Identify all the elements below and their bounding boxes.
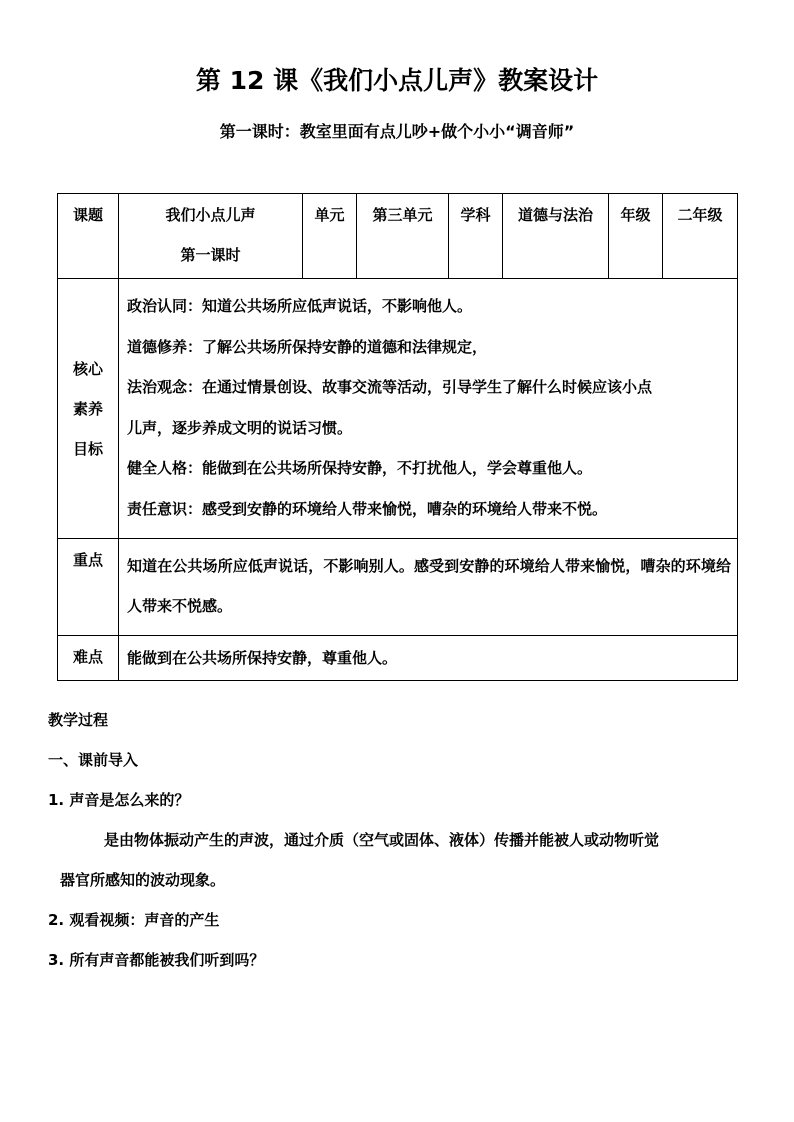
core-line-law-cont: 儿声，逐步养成文明的说话习惯。: [127, 418, 353, 437]
list-item-2: 2. 观看视频：声音的产生: [48, 911, 220, 929]
unit-label: 单元: [303, 194, 357, 279]
unit-value: 第三单元: [357, 194, 449, 279]
page-subtitle: 第一课时：教室里面有点儿吵+做个小小“调音师”: [219, 122, 575, 141]
key-point-label: 重点: [58, 539, 119, 636]
table-header-row: [58, 194, 738, 279]
core-literacy-label: [58, 279, 119, 539]
subject-value: 道德与法治: [503, 194, 609, 279]
core-line-law: 法治观念：在通过情景创设、故事交流等活动，引导学生了解什么时候应该小点: [127, 378, 653, 396]
core-label-line: 目标: [72, 439, 103, 458]
core-literacy-row: [58, 279, 738, 539]
topic-label: 课题: [58, 194, 119, 279]
difficulty-row: [58, 636, 738, 681]
subject-label: 学科: [449, 194, 503, 279]
teaching-process: [48, 700, 748, 980]
grade-label: 年级: [609, 194, 663, 279]
core-line-responsibility: 责任意识：感受到安静的环境给人带来愉悦，嘈杂的环境给人带来不悦。: [127, 499, 608, 518]
core-line-moral: 道德修养：了解公共场所保持安静的道德和法律规定，: [127, 337, 488, 356]
difficulty-label: 难点: [58, 636, 119, 681]
key-point-text: 知道在公共场所应低声说话，不影响别人。感受到安静的环境给人带来愉悦，嘈杂的环境给人带来不悦感。: [119, 539, 738, 636]
grade-value: 二年级: [663, 194, 738, 279]
page-title: 第 12 课《我们小点儿声》教案设计: [195, 66, 599, 95]
core-label-line: 核心: [72, 359, 103, 378]
core-line-political: 政治认同：知道公共场所应低声说话，不影响他人。: [127, 297, 473, 315]
section-heading-intro: 一、课前导入: [48, 751, 139, 769]
difficulty-text: 能做到在公共场所保持安静，尊重他人。: [119, 636, 738, 681]
list-item-1: 1. 声音是怎么来的？: [48, 791, 190, 809]
key-point-row: [58, 539, 738, 636]
core-line-personality: 健全人格：能做到在公共场所保持安静，不打扰他人，学会尊重他人。: [127, 459, 593, 477]
core-label-line: 素养: [72, 399, 103, 418]
lesson-plan-table: [57, 193, 738, 681]
process-heading: 教学过程: [48, 711, 109, 729]
list-item-1-answer: 是由物体振动产生的声波，通过介质（空气或固体、液体）传播并能被人或动物听觉: [104, 831, 660, 849]
topic-value: [119, 194, 303, 279]
list-item-3: 3. 所有声音都能被我们听到吗？: [48, 951, 265, 969]
topic-line-1: 我们小点儿声: [165, 206, 256, 224]
list-item-1-answer-cont: 器官所感知的波动现象。: [60, 871, 226, 889]
core-literacy-content: [119, 279, 738, 539]
topic-line-2: 第一课时: [180, 246, 241, 264]
